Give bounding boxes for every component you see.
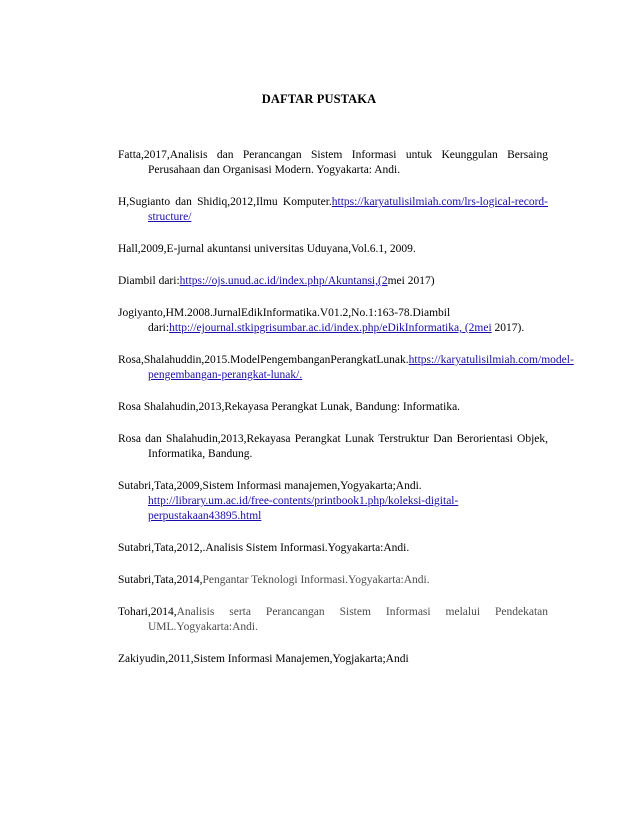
reference-text: Rosa Shalahudin,2013,Rekayasa Perangkat Lunak, Bandung: Informatika. <box>118 401 461 413</box>
reference-item <box>118 573 548 588</box>
reference-item <box>118 195 548 225</box>
reference-item <box>118 306 548 336</box>
reference-item <box>118 148 548 178</box>
reference-text: Sutabri,Tata,2014, <box>118 574 203 586</box>
reference-item <box>118 353 574 383</box>
reference-text: H,Sugianto dan Shidiq,2012,Ilmu Komputer. <box>118 196 332 208</box>
reference-text: Rosa,Shalahuddin,2015.ModelPengembanganPerangkatLunak. <box>118 354 409 366</box>
reference-text: Zakiyudin,2011,Sistem Informasi Manajemen,Yogjakarta;Andi <box>118 653 409 665</box>
reference-text: Sutabri,Tata,2009,Sistem Informasi manajemen,Yogyakarta;Andi. <box>118 480 422 492</box>
reference-text-after: 2017). <box>491 322 525 334</box>
reference-item <box>118 400 548 415</box>
reference-link[interactable]: https://ojs.unud.ac.id/index.php/Akuntansi,(2 <box>179 275 388 287</box>
reference-item <box>118 652 548 667</box>
reference-text: Sutabri,Tata,2012,.Analisis Sistem Informasi.Yogyakarta:Andi. <box>118 542 410 554</box>
reference-list <box>118 148 574 684</box>
reference-link[interactable]: http://ejournal.stkipgrisumbar.ac.id/index.php/eDikInformatika, (2mei <box>169 322 492 334</box>
reference-text: Hall,2009,E-jurnal akuntansi universitas Uduyana,Vol.6.1, 2009. <box>118 243 416 255</box>
reference-link[interactable]: https://karyatulisilmiah.com/lrs-logical-record-structure/ <box>148 196 548 223</box>
reference-text: Rosa dan Shalahudin,2013,Rekayasa Perangkat Lunak Terstruktur Dan Berorientasi Objek, Informatika, Bandung. <box>118 433 548 460</box>
reference-link[interactable]: https://karyatulisilmiah.com/model-pengembangan-perangkat-lunak/. <box>148 354 574 381</box>
reference-item <box>118 432 548 462</box>
reference-title-text: Pengantar Teknologi Informasi.Yogyakarta:Andi. <box>202 574 430 586</box>
reference-item <box>118 605 548 635</box>
reference-item <box>118 242 548 257</box>
reference-item <box>118 274 548 289</box>
reference-text: Jogiyanto,HM.2008.JurnalEdikInformatika.V01.2,No.1:163-78.Diambil dari: <box>118 307 451 334</box>
reference-text: Fatta,2017,Analisis dan Perancangan Sistem Informasi untuk Keunggulan Bersaing Perusahaan dan Organisasi Modern. Yogyakarta: Andi. <box>118 149 548 176</box>
reference-title-text: Analisis serta Perancangan Sistem Informasi melalui Pendekatan UML.Yogyakarta:Andi. <box>148 606 548 633</box>
reference-item <box>118 541 548 556</box>
reference-link[interactable]: http://library.um.ac.id/free-contents/printbook1.php/koleksi-digital-perpustakaan43895.html <box>148 495 459 522</box>
reference-text-after: mei 2017) <box>387 275 435 287</box>
reference-text: Diambil dari: <box>118 275 180 287</box>
reference-item <box>118 479 548 524</box>
reference-text: Tohari,2014, <box>118 606 177 618</box>
page-title: DAFTAR PUSTAKA <box>261 92 377 106</box>
